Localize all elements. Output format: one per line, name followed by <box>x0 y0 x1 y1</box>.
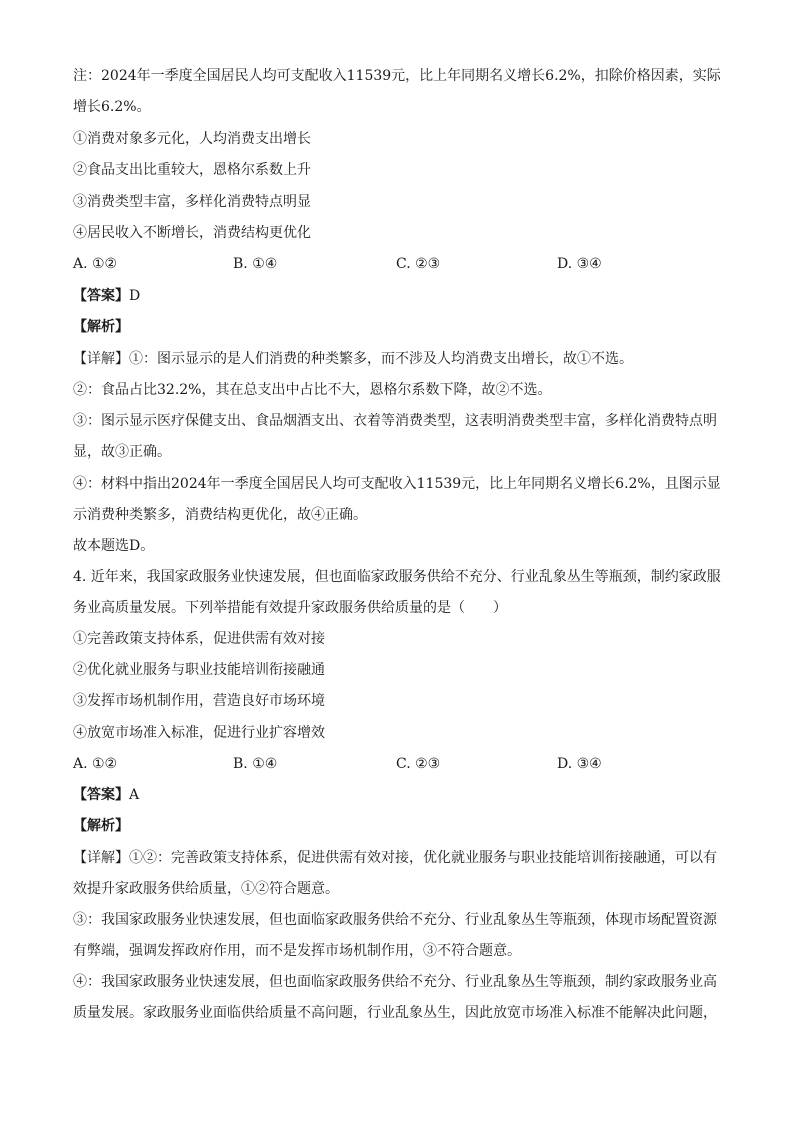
q3-detail-line-4: 显，故③正确。 <box>73 444 171 460</box>
q3-conclusion: 故本题选D。 <box>73 538 155 554</box>
q3-analysis-label: 【解析】 <box>73 319 129 335</box>
q3-item-1: ①消费对象多元化，人均消费支出增长 <box>73 131 311 147</box>
q4-detail-line-5: ④：我国家政服务业快速发展，但也面临家政服务供给不充分、行业乱象丛生等瓶颈，制约家政服务业高 <box>73 974 717 990</box>
q4-option-a: A. ①② <box>73 756 118 772</box>
q3-note-line-1: 注：2024年一季度全国居民人均可支配收入11539元，比上年同期名义增长6.2%，扣除价格因素，实际 <box>73 68 721 84</box>
q4-item-3: ③发挥市场机制作用，营造良好市场环境 <box>73 693 325 709</box>
q3-option-b: B. ①④ <box>233 256 278 272</box>
q4-stem-line-2: 务业高质量发展。下列举措能有效提升家政服务供给质量的是（ ） <box>73 600 507 616</box>
q4-detail-line-1: 【详解】①②：完善政策支持体系，促进供需有效对接，优化就业服务与职业技能培训衔接融通，可以有 <box>73 850 717 866</box>
q3-detail-line-1: 【详解】①：图示显示的是人们消费的种类繁多，而不涉及人均消费支出增长，故①不选。 <box>73 351 633 367</box>
q4-stem-line-1: 4. 近年来，我国家政服务业快速发展，但也面临家政服务供给不充分、行业乱象丛生等瓶颈，制约家政服 <box>73 569 721 585</box>
q4-detail-line-3: ③：我国家政服务业快速发展，但也面临家政服务供给不充分、行业乱象丛生等瓶颈，体现市场配置资源 <box>73 912 717 928</box>
q4-option-c: C. ②③ <box>396 756 441 772</box>
q4-option-b: B. ①④ <box>233 756 278 772</box>
q4-answer-label: 【答案】 <box>73 787 129 803</box>
q3-item-4: ④居民收入不断增长，消费结构更优化 <box>73 225 311 241</box>
q3-answer-value: D <box>129 288 141 304</box>
q3-answer <box>73 287 140 305</box>
q3-detail-line-5: ④：材料中指出2024年一季度全国居民人均可支配收入11539元，比上年同期名义增长6.2%，且图示显 <box>73 476 721 492</box>
q3-detail-line-6: 示消费种类繁多，消费结构更优化，故④正确。 <box>73 507 367 523</box>
q3-option-a: A. ①② <box>73 256 118 272</box>
q4-item-1: ①完善政策支持体系，促进供需有效对接 <box>73 631 325 647</box>
q4-analysis-label: 【解析】 <box>73 818 129 834</box>
q3-option-d: D. ③④ <box>557 256 602 272</box>
q4-detail-line-2: 效提升家政服务供给质量，①②符合题意。 <box>73 881 339 897</box>
q4-detail-line-4: 有弊端，强调发挥政府作用，而不是发挥市场机制作用，③不符合题意。 <box>73 943 521 959</box>
q4-answer <box>73 786 139 804</box>
q4-detail-line-6: 质量发展。家政服务业面临供给质量不高问题，行业乱象丛生，因此放宽市场准入标准不能解决此问题， <box>73 1005 717 1021</box>
q3-detail-line-2: ②：食品占比32.2%，其在总支出中占比不大，恩格尔系数下降，故②不选。 <box>73 382 552 398</box>
q3-option-c: C. ②③ <box>396 256 441 272</box>
q4-option-d: D. ③④ <box>557 756 602 772</box>
q3-note-line-2: 增长6.2%。 <box>73 99 151 115</box>
q3-item-2: ②食品支出比重较大，恩格尔系数上升 <box>73 162 311 178</box>
q3-answer-label: 【答案】 <box>73 288 129 304</box>
q4-item-2: ②优化就业服务与职业技能培训衔接融通 <box>73 662 325 678</box>
q4-item-4: ④放宽市场准入标准，促进行业扩容增效 <box>73 725 325 741</box>
q3-detail-line-3: ③：图示显示医疗保健支出、食品烟酒支出、衣着等消费类型，这表明消费类型丰富，多样化消费特点明 <box>73 413 717 429</box>
q4-answer-value: A <box>129 787 140 803</box>
q3-item-3: ③消费类型丰富，多样化消费特点明显 <box>73 194 311 210</box>
